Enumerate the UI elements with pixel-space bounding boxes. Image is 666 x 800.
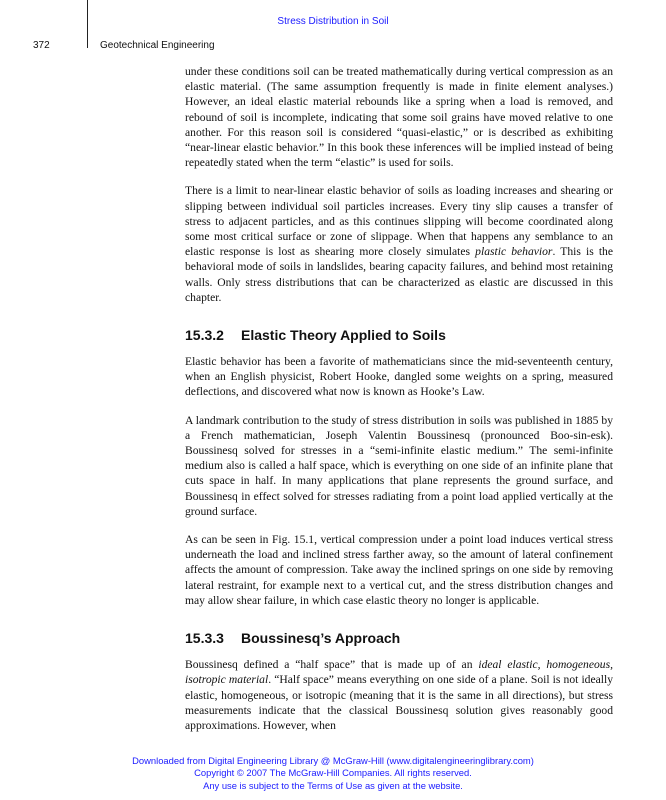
running-head-link[interactable]: Stress Distribution in Soil xyxy=(277,16,389,27)
text-run: . This is the behavioral mode of soils in landslides, bearing capacity failures, and behind most retaining walls. Only stress distributions that can be characterized as elastic are discussed in this chapter. xyxy=(185,245,614,304)
footer-download-link[interactable]: Downloaded from Digital Engineering Library @ McGraw-Hill (www.digitalengineeringlibrary.com) xyxy=(132,755,534,766)
section-title: Boussinesq’s Approach xyxy=(241,630,401,647)
paragraph-half-space xyxy=(185,657,613,733)
footer-copyright: Copyright © 2007 The McGraw-Hill Companies. All rights reserved. xyxy=(194,767,472,779)
section-title: Elastic Theory Applied to Soils xyxy=(241,327,446,344)
text-run: There is a limit to near-linear elastic behavior of soils as loading increases and shearing or slipping between individual soil particles increases. Every tiny slip causes a transfer of stress to adjacent particles, and as this continues slipping will become coordinated along some most critical surface or zone of slippage. When that happens any semblance to an elastic response is lost as shearing more closely simulates xyxy=(185,184,613,259)
book-title: Geotechnical Engineering xyxy=(100,40,215,51)
text-run: Boussinesq defined a “half space” that is made up of an xyxy=(185,658,479,672)
section-heading-elastic-theory xyxy=(185,326,613,344)
emphasis-ideal-material: ideal elastic, homogeneous, isotropic material xyxy=(185,658,613,687)
paragraph-hooke: Elastic behavior has been a favorite of mathematicians since the mid-seventeenth century, when an English physicist, Robert Hooke, dangled some weights on a spring, measured deflections, and discovered what now is known as Hooke’s Law. xyxy=(185,355,613,399)
paragraph-fig-15-1: As can be seen in Fig. 15.1, vertical compression under a point load induces vertical stress underneath the load and inclined stress farther away, so the amount of lateral confinement affects the amount of compression. Take away the inclined springs on one side by removing lateral restraint, for example next to a vertical cut, and the stress distribution changes and may allow shear failure, in which case elastic theory no longer is applicable. xyxy=(185,533,613,607)
page-body xyxy=(185,64,613,746)
emphasis-plastic-behavior: plastic behavior xyxy=(475,245,553,259)
text-run: . “Half space” means everything on one side of a plane. Soil is not ideally elastic, homogeneous, or isotropic (meaning that it is the same in all directions), but stress measurements indicate that the classical Boussinesq solution gives reasonably good approximations. However, when xyxy=(185,673,613,732)
section-number: 15.3.2 xyxy=(185,327,224,344)
footer-notice xyxy=(0,755,666,792)
page-number: 372 xyxy=(33,40,50,51)
section-heading-boussinesq-approach xyxy=(185,629,613,647)
paragraph-boussinesq-1885: A landmark contribution to the study of stress distribution in soils was published in 1885 by a French mathematician, Joseph Valentin Boussinesq (pronounced Boo-sin-esk). Boussinesq solved for stresses in a “semi-infinite elastic medium.” The semi-infinite medium also is called a half space, which is everything on one side of an infinite plane that cuts space in half. In many applications that plane represents the ground surface, and Boussinesq in effect solved for stresses radiating from a point load applied vertically at the ground surface. xyxy=(185,413,613,518)
paragraph-continued: under these conditions soil can be treated mathematically during vertical compression as an elastic material. (The same assumption frequently is made in finite element analyses.) However, an ideal elastic material rebounds like a spring when a load is removed, and rebound of soil is incomplete, indicating that some soil grains have moved relative to one another. For this reason soil is considered “quasi-elastic,” or is described as exhibiting “near-linear elastic behavior.” In this book these inferences will be implied instead of being repeatedly stated when the term “elastic” is used for soils. xyxy=(185,65,613,170)
paragraph-elastic-limit xyxy=(185,183,613,305)
section-number: 15.3.3 xyxy=(185,630,224,647)
header-divider xyxy=(87,0,88,48)
footer-terms: Any use is subject to the Terms of Use as given at the website. xyxy=(203,779,463,791)
